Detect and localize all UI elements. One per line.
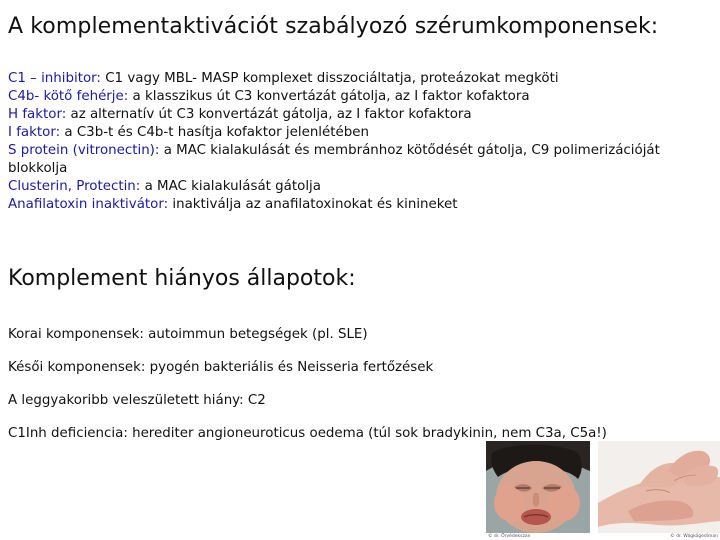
regulator-term: Anafilatoxin inaktivátor: — [8, 197, 173, 212]
deficiency-item: Korai komponensek: autoimmun betegségek (pl. SLE) — [8, 327, 368, 342]
regulator-term: Clusterin, Protectin: — [8, 179, 145, 194]
page-title: A komplementaktivációt szabályozó szérumkomponensek: — [8, 14, 659, 39]
regulator-desc: inaktiválja az anafilatoxinokat és kinineket — [172, 197, 458, 212]
regulator-item — [8, 106, 708, 124]
deficiency-item: Késői komponensek: pyogén bakteriális és Neisseria fertőzések — [8, 360, 434, 375]
photo-caption: © dr. Wágkögediman — [670, 534, 718, 539]
regulator-item — [8, 124, 708, 142]
regulator-list — [8, 70, 708, 214]
regulator-item — [8, 178, 708, 196]
photo-caption: © dr. Örvédekszan — [488, 534, 531, 539]
regulator-term: S protein (vitronectin): — [8, 143, 164, 158]
regulator-desc: a MAC kialakulását gátolja — [144, 179, 321, 194]
swollen-face-photo — [486, 441, 590, 540]
regulator-item — [8, 70, 708, 88]
regulator-item — [8, 196, 708, 214]
regulator-desc: C1 vagy MBL- MASP komplexet disszociáltatja, proteázokat megköti — [105, 71, 559, 86]
clinical-photos — [486, 441, 720, 540]
regulator-desc: a C3b-t és C4b-t hasítja kofaktor jelenlétében — [64, 125, 369, 140]
regulator-item — [8, 142, 708, 178]
swollen-hand-photo — [598, 441, 720, 540]
regulator-term: I faktor: — [8, 125, 65, 140]
regulator-term: C1 – inhibitor: — [8, 71, 106, 86]
regulator-term: C4b- kötő fehérje: — [8, 89, 133, 104]
deficiency-list — [8, 326, 708, 458]
regulator-item — [8, 88, 708, 106]
regulator-desc: a MAC kialakulását és membránhoz kötődését gátolja, C9 polimerizációját blokkolja — [8, 143, 660, 176]
regulator-term: H faktor: — [8, 107, 71, 122]
deficiency-item: A leggyakoribb veleszületett hiány: C2 — [8, 393, 266, 408]
regulator-desc: az alternatív út C3 konvertázát gátolja, az I faktor kofaktora — [70, 107, 472, 122]
deficiency-item: C1Inh deficiencia: herediter angioneuroticus oedema (túl sok bradykinin, nem C3a, C5a!) — [8, 426, 607, 441]
section-title: Komplement hiányos állapotok: — [8, 266, 356, 291]
regulator-desc: a klasszikus út C3 konvertázát gátolja, az I faktor kofaktora — [132, 89, 530, 104]
